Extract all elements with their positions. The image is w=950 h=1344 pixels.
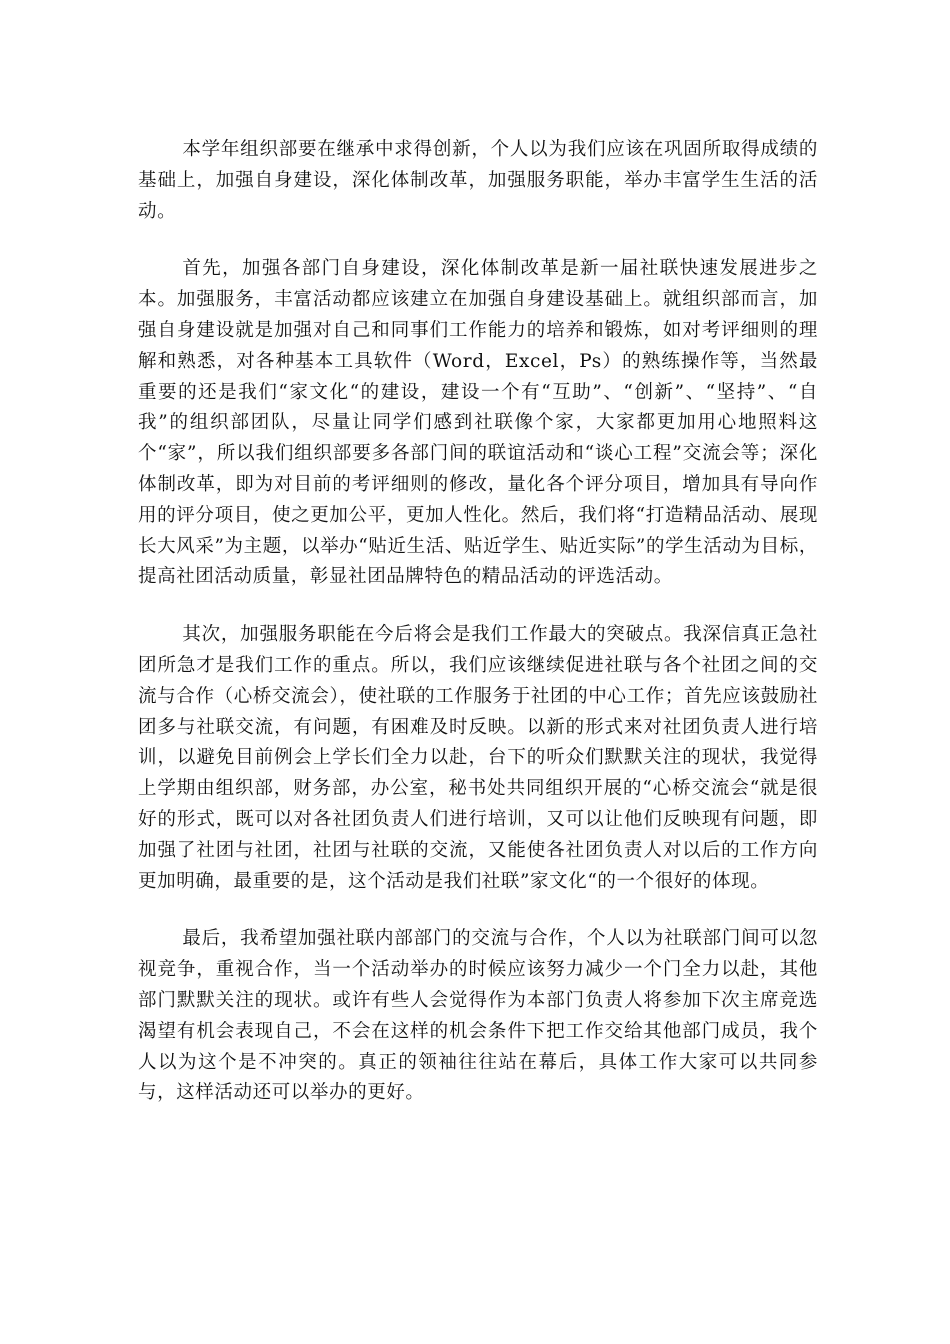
paragraph-intro: 本学年组织部要在继承中求得创新，个人以为我们应该在巩固所取得成绩的基础上，加强自身建设，深化体制改革，加强服务职能，举办丰富学生生活的活动。 [138, 139, 818, 222]
document-body [138, 135, 818, 1109]
paragraph-first: 首先，加强各部门自身建设，深化体制改革是新一届社联快速发展进步之本。加强服务，丰富活动都应该建立在加强自身建设基础上。就组织部而言，加强自身建设就是加强对自己和同事们工作能力的培养和锻炼，如对考评细则的理解和熟悉，对各种基本工具软件（Word，Excel，Ps）的熟练操作等，当然最重要的还是我们“家文化“的建设，建设一个有“互助”、“创新”、“坚持”、“自我”的组织部团队，尽量让同学们感到社联像个家，大家都更加用心地照料这个“家”，所以我们组织部要多各部门间的联谊活动和“谈心工程”交流会等；深化体制改革，即为对目前的考评细则的修改，量化各个评分项目，增加具有导向作用的评分项目，使之更加公平，更加人性化。然后，我们将“打造精品活动、展现长大风采”为主题，以举办“贴近生活、贴近学生、贴近实际”的学生活动为目标，提高社团活动质量，彰显社团品牌特色的精品活动的评选活动。 [138, 258, 818, 588]
paragraph-last: 最后，我希望加强社联内部部门的交流与合作，个人以为社联部门间可以忽视竞争，重视合作，当一个活动举办的时候应该努力减少一个门全力以赴，其他部门默默关注的现状。或许有些人会觉得作为本部门负责人将参加下次主席竞选渴望有机会表现自己，不会在这样的机会条件下把工作交给其他部门成员，我个人以为这个是不冲突的。真正的领袖往往站在幕后，具体工作大家可以共同参与，这样活动还可以举办的更好。 [138, 928, 818, 1104]
paragraph-second: 其次，加强服务职能在今后将会是我们工作最大的突破点。我深信真正急社团所急才是我们工作的重点。所以，我们应该继续促进社联与各个社团之间的交流与合作（心桥交流会），使社联的工作服务于社团的中心工作；首先应该鼓励社团多与社联交流，有问题，有困难及时反映。以新的形式来对社团负责人进行培训，以避免目前例会上学长们全力以赴，台下的听众们默默关注的现状，我觉得上学期由组织部，财务部，办公室，秘书处共同组织开展的“心桥交流会“就是很好的形式，既可以对各社团负责人们进行培训，又可以让他们反映现有问题，即加强了社团与社团，社团与社联的交流，又能使各社团负责人对以后的工作方向更加明确，最重要的是，这个活动是我们社联”家文化“的一个很好的体现。 [138, 624, 818, 892]
